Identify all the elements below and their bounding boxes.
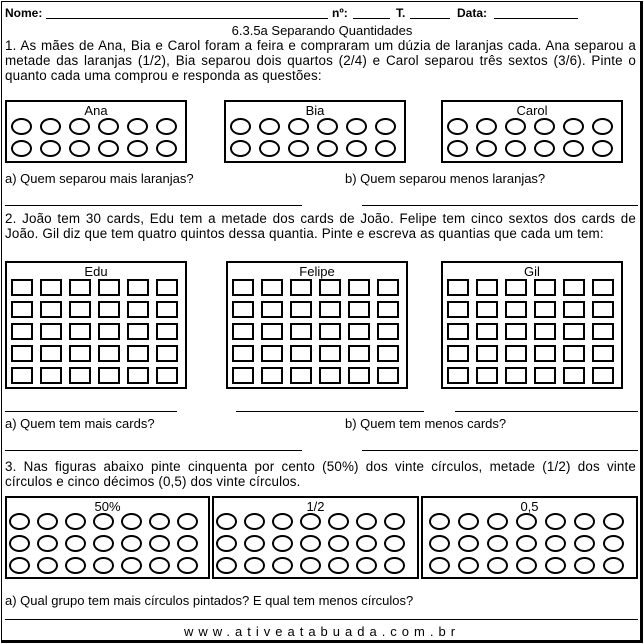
- name-label: Nome:: [5, 6, 43, 20]
- paint-card[interactable]: [505, 345, 527, 362]
- paint-circle[interactable]: [65, 513, 86, 530]
- paint-circle[interactable]: [37, 513, 58, 530]
- paint-circle[interactable]: [93, 535, 114, 552]
- paint-circle[interactable]: [121, 535, 142, 552]
- question-3a: a) Qual grupo tem mais círculos pintados? E qual tem menos círculos?: [5, 593, 414, 608]
- orange-group-ana: [5, 100, 187, 163]
- paint-card[interactable]: [290, 345, 312, 362]
- paint-card[interactable]: [98, 345, 120, 362]
- paint-card[interactable]: [261, 279, 283, 296]
- paint-circle[interactable]: [384, 557, 405, 574]
- question-1b: b) Quem separou menos laranjas?: [345, 171, 546, 186]
- paint-card[interactable]: [476, 301, 498, 318]
- paint-card[interactable]: [563, 279, 585, 296]
- paint-circle[interactable]: [288, 118, 309, 135]
- paint-circle[interactable]: [346, 118, 367, 135]
- paint-card[interactable]: [290, 323, 312, 340]
- paint-card[interactable]: [40, 367, 62, 384]
- paint-card[interactable]: [563, 345, 585, 362]
- paint-circle[interactable]: [328, 535, 349, 552]
- paint-card[interactable]: [476, 279, 498, 296]
- paint-circle[interactable]: [328, 557, 349, 574]
- paint-card[interactable]: [534, 301, 556, 318]
- paint-circle[interactable]: [9, 513, 30, 530]
- paint-card[interactable]: [156, 345, 178, 362]
- paint-card[interactable]: [348, 301, 370, 318]
- orange-group-carol: [441, 100, 623, 163]
- paint-circle[interactable]: [121, 513, 142, 530]
- question-2b: b) Quem tem menos cards?: [345, 416, 507, 431]
- paint-card[interactable]: [348, 323, 370, 340]
- paint-card[interactable]: [563, 367, 585, 384]
- paint-circle[interactable]: [216, 557, 237, 574]
- paint-circle[interactable]: [487, 535, 508, 552]
- paint-card[interactable]: [592, 323, 614, 340]
- paint-circle[interactable]: [93, 557, 114, 574]
- paint-circle[interactable]: [592, 118, 613, 135]
- paint-circle[interactable]: [574, 535, 595, 552]
- group-label: Ana: [84, 103, 108, 118]
- number-label: nº:: [332, 6, 348, 20]
- footer-website: www.ativeatabuada.com.br: [183, 624, 461, 639]
- paint-circle[interactable]: [177, 513, 198, 530]
- paint-circle[interactable]: [216, 535, 237, 552]
- paint-card[interactable]: [127, 367, 149, 384]
- paint-circle[interactable]: [476, 118, 497, 135]
- paint-circle[interactable]: [93, 513, 114, 530]
- paint-card[interactable]: [69, 367, 91, 384]
- paint-circle[interactable]: [375, 140, 396, 157]
- paint-card[interactable]: [156, 301, 178, 318]
- paint-card[interactable]: [505, 279, 527, 296]
- paint-circle[interactable]: [384, 513, 405, 530]
- paint-circle[interactable]: [429, 557, 450, 574]
- paint-card[interactable]: [319, 367, 341, 384]
- paint-circle[interactable]: [545, 557, 566, 574]
- paint-circle[interactable]: [429, 513, 450, 530]
- group-label: Edu: [84, 264, 108, 279]
- paint-circle[interactable]: [244, 557, 265, 574]
- paint-circle[interactable]: [40, 118, 61, 135]
- paint-circle[interactable]: [69, 140, 90, 157]
- answer-3a-line[interactable]: [5, 619, 638, 620]
- paint-card[interactable]: [505, 367, 527, 384]
- paint-card[interactable]: [261, 345, 283, 362]
- paint-circle[interactable]: [447, 140, 468, 157]
- paint-card[interactable]: [11, 323, 33, 340]
- paint-card[interactable]: [592, 367, 614, 384]
- paint-circle[interactable]: [149, 513, 170, 530]
- answer-1a-line[interactable]: [5, 205, 302, 206]
- paint-card[interactable]: [447, 367, 469, 384]
- paint-circle[interactable]: [317, 140, 338, 157]
- paint-circle[interactable]: [259, 118, 280, 135]
- paint-circle[interactable]: [328, 513, 349, 530]
- paint-circle[interactable]: [65, 535, 86, 552]
- paint-circle[interactable]: [516, 557, 537, 574]
- paint-circle[interactable]: [156, 140, 177, 157]
- paint-card[interactable]: [592, 279, 614, 296]
- paint-card[interactable]: [534, 367, 556, 384]
- paint-circle[interactable]: [346, 140, 367, 157]
- card-group-felipe: [226, 261, 408, 389]
- paint-card[interactable]: [98, 367, 120, 384]
- paint-circle[interactable]: [127, 118, 148, 135]
- paint-circle[interactable]: [356, 557, 377, 574]
- paint-card[interactable]: [232, 367, 254, 384]
- paint-circle[interactable]: [121, 557, 142, 574]
- paint-card[interactable]: [40, 301, 62, 318]
- paint-card[interactable]: [232, 279, 254, 296]
- paint-circle[interactable]: [177, 557, 198, 574]
- paint-card[interactable]: [592, 345, 614, 362]
- paint-card[interactable]: [127, 323, 149, 340]
- paint-circle[interactable]: [356, 535, 377, 552]
- paint-circle[interactable]: [300, 513, 321, 530]
- group-label: Carol: [516, 103, 548, 118]
- date-label: Data:: [457, 6, 488, 20]
- paint-circle[interactable]: [375, 118, 396, 135]
- group-label: 0,5: [520, 499, 539, 514]
- answer-1b-line[interactable]: [362, 205, 638, 206]
- paint-card[interactable]: [319, 279, 341, 296]
- paint-circle[interactable]: [563, 118, 584, 135]
- group-label: Bia: [305, 103, 325, 118]
- paint-card[interactable]: [290, 367, 312, 384]
- paint-circle[interactable]: [288, 140, 309, 157]
- paint-card[interactable]: [476, 367, 498, 384]
- answer-gil-line[interactable]: [455, 411, 638, 412]
- paint-card[interactable]: [98, 301, 120, 318]
- paint-card[interactable]: [377, 301, 399, 318]
- paint-card[interactable]: [98, 323, 120, 340]
- paint-circle[interactable]: [98, 140, 119, 157]
- paint-card[interactable]: [11, 345, 33, 362]
- paint-circle[interactable]: [574, 513, 595, 530]
- paint-circle[interactable]: [534, 118, 555, 135]
- paint-circle[interactable]: [300, 557, 321, 574]
- question-2-text: 2. João tem 30 cards, Edu tem a metade dos cards de João. Felipe tem cinco sextos dos cards de João. Gil diz que tem quatro quintos dessa quantia. Pinte e escreva as quantias que cada um tem:: [5, 211, 636, 241]
- paint-card[interactable]: [563, 323, 585, 340]
- paint-circle[interactable]: [9, 557, 30, 574]
- paint-card[interactable]: [69, 279, 91, 296]
- paint-card[interactable]: [69, 301, 91, 318]
- paint-card[interactable]: [592, 301, 614, 318]
- paint-circle[interactable]: [9, 535, 30, 552]
- paint-circle[interactable]: [69, 118, 90, 135]
- paint-circle[interactable]: [487, 513, 508, 530]
- paint-circle[interactable]: [317, 118, 338, 135]
- paint-card[interactable]: [377, 345, 399, 362]
- circle-group-50-percent: [5, 496, 210, 579]
- paint-circle[interactable]: [37, 535, 58, 552]
- paint-circle[interactable]: [11, 140, 32, 157]
- paint-card[interactable]: [377, 323, 399, 340]
- paint-circle[interactable]: [272, 557, 293, 574]
- paint-card[interactable]: [156, 367, 178, 384]
- date-field[interactable]: [494, 18, 578, 19]
- paint-circle[interactable]: [516, 513, 537, 530]
- paint-circle[interactable]: [216, 513, 237, 530]
- group-label: Felipe: [299, 264, 335, 279]
- paint-card[interactable]: [69, 323, 91, 340]
- paint-card[interactable]: [127, 279, 149, 296]
- paint-circle[interactable]: [272, 535, 293, 552]
- paint-circle[interactable]: [487, 557, 508, 574]
- paint-card[interactable]: [348, 345, 370, 362]
- group-label: Gil: [524, 264, 540, 279]
- paint-card[interactable]: [156, 279, 178, 296]
- paint-card[interactable]: [505, 323, 527, 340]
- paint-circle[interactable]: [476, 140, 497, 157]
- paint-card[interactable]: [40, 323, 62, 340]
- paint-card[interactable]: [563, 301, 585, 318]
- paint-card[interactable]: [534, 279, 556, 296]
- paint-card[interactable]: [505, 301, 527, 318]
- paint-card[interactable]: [261, 367, 283, 384]
- paint-card[interactable]: [319, 301, 341, 318]
- paint-card[interactable]: [69, 345, 91, 362]
- paint-circle[interactable]: [127, 140, 148, 157]
- paint-card[interactable]: [377, 279, 399, 296]
- paint-card[interactable]: [447, 301, 469, 318]
- circle-group-0-5: [421, 496, 638, 579]
- paint-card[interactable]: [447, 279, 469, 296]
- question-1a: a) Quem separou mais laranjas?: [5, 171, 194, 186]
- paint-card[interactable]: [476, 345, 498, 362]
- paint-circle[interactable]: [177, 535, 198, 552]
- paint-card[interactable]: [447, 323, 469, 340]
- page-title: 6.3.5a Separando Quantidades: [231, 23, 413, 38]
- paint-card[interactable]: [11, 367, 33, 384]
- paint-card[interactable]: [156, 323, 178, 340]
- paint-card[interactable]: [261, 301, 283, 318]
- paint-circle[interactable]: [37, 557, 58, 574]
- paint-circle[interactable]: [384, 535, 405, 552]
- paint-card[interactable]: [534, 323, 556, 340]
- answer-edu-line[interactable]: [5, 411, 177, 412]
- paint-card[interactable]: [290, 301, 312, 318]
- class-field[interactable]: [410, 18, 450, 19]
- paint-circle[interactable]: [545, 513, 566, 530]
- paint-circle[interactable]: [149, 535, 170, 552]
- paint-circle[interactable]: [534, 140, 555, 157]
- paint-circle[interactable]: [230, 140, 251, 157]
- paint-circle[interactable]: [230, 118, 251, 135]
- group-label: 1/2: [306, 499, 325, 514]
- paint-circle[interactable]: [11, 118, 32, 135]
- paint-circle[interactable]: [65, 557, 86, 574]
- paint-card[interactable]: [348, 367, 370, 384]
- paint-circle[interactable]: [458, 513, 479, 530]
- paint-circle[interactable]: [40, 140, 61, 157]
- question-3-text: 3. Nas figuras abaixo pinte cinquenta por cento (50%) dos vinte círculos, metade (1/2) dos vinte círculos e cinco décimos (0,5) dos vinte círculos.: [5, 459, 636, 489]
- paint-circle[interactable]: [603, 557, 624, 574]
- paint-circle[interactable]: [592, 140, 613, 157]
- paint-card[interactable]: [476, 323, 498, 340]
- paint-circle[interactable]: [603, 513, 624, 530]
- paint-card[interactable]: [261, 323, 283, 340]
- paint-card[interactable]: [232, 323, 254, 340]
- paint-circle[interactable]: [429, 535, 450, 552]
- paint-card[interactable]: [290, 279, 312, 296]
- answer-2b-line[interactable]: [362, 450, 638, 451]
- paint-card[interactable]: [534, 345, 556, 362]
- paint-circle[interactable]: [505, 140, 526, 157]
- paint-card[interactable]: [232, 301, 254, 318]
- circle-group-half: [212, 496, 419, 579]
- answer-felipe-line[interactable]: [236, 411, 424, 412]
- paint-circle[interactable]: [259, 140, 280, 157]
- paint-circle[interactable]: [149, 557, 170, 574]
- number-field[interactable]: [353, 18, 390, 19]
- card-group-edu: [5, 261, 187, 389]
- paint-card[interactable]: [98, 279, 120, 296]
- paint-card[interactable]: [40, 279, 62, 296]
- question-2a: a) Quem tem mais cards?: [5, 416, 155, 431]
- paint-circle[interactable]: [458, 535, 479, 552]
- paint-circle[interactable]: [156, 118, 177, 135]
- paint-circle[interactable]: [505, 118, 526, 135]
- paint-card[interactable]: [40, 345, 62, 362]
- paint-circle[interactable]: [447, 118, 468, 135]
- paint-circle[interactable]: [574, 557, 595, 574]
- paint-circle[interactable]: [244, 535, 265, 552]
- paint-circle[interactable]: [98, 118, 119, 135]
- group-label: 50%: [94, 499, 121, 514]
- paint-circle[interactable]: [272, 513, 293, 530]
- paint-circle[interactable]: [545, 535, 566, 552]
- paint-card[interactable]: [377, 367, 399, 384]
- paint-circle[interactable]: [563, 140, 584, 157]
- paint-card[interactable]: [11, 279, 33, 296]
- name-field[interactable]: [46, 18, 328, 19]
- class-label: T.: [396, 6, 406, 20]
- question-1-text: 1. As mães de Ana, Bia e Carol foram a feira e compraram um dúzia de laranjas cada. Ana separou a metade das laranjas (1/2), Bia separou dois quartos (2/4) e Carol separou três sextos (3/6). Pinte o quanto cada uma comprou e responda as questões:: [5, 38, 636, 83]
- orange-group-bia: [224, 100, 406, 163]
- answer-2a-line[interactable]: [5, 450, 302, 451]
- paint-card[interactable]: [447, 345, 469, 362]
- card-group-gil: [441, 261, 623, 389]
- paint-card[interactable]: [127, 301, 149, 318]
- paint-card[interactable]: [127, 345, 149, 362]
- paint-circle[interactable]: [458, 557, 479, 574]
- paint-card[interactable]: [348, 279, 370, 296]
- paint-card[interactable]: [319, 323, 341, 340]
- paint-card[interactable]: [319, 345, 341, 362]
- paint-card[interactable]: [232, 345, 254, 362]
- paint-circle[interactable]: [603, 535, 624, 552]
- paint-card[interactable]: [11, 301, 33, 318]
- paint-circle[interactable]: [356, 513, 377, 530]
- paint-circle[interactable]: [300, 535, 321, 552]
- paint-circle[interactable]: [244, 513, 265, 530]
- paint-circle[interactable]: [516, 535, 537, 552]
